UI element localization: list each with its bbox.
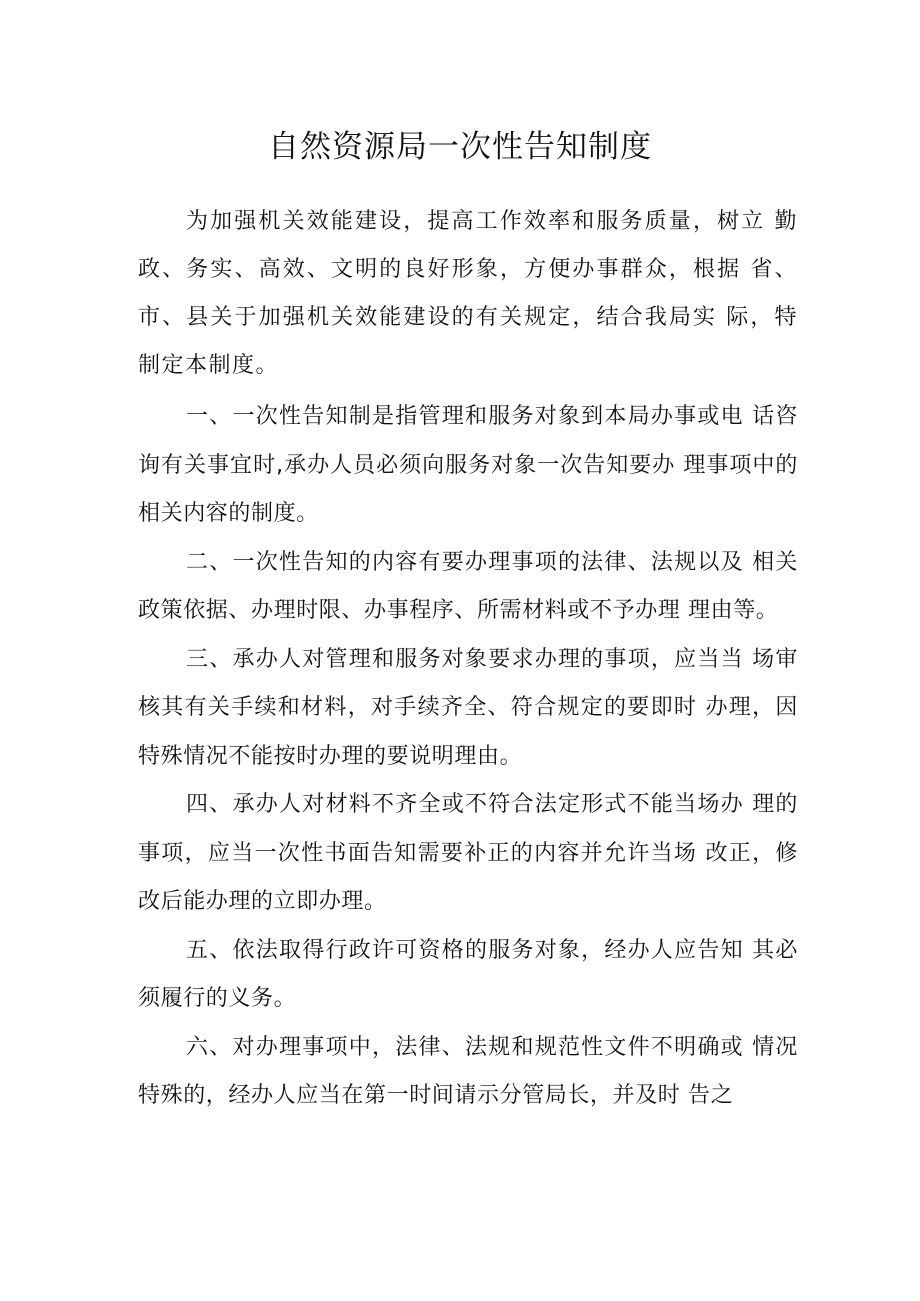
intro-paragraph: 为加强机关效能建设，提高工作效率和服务质量，树立 勤政、务实、高效、文明的良好形象，方便办事群众，根据 省、市、县关于加强机关效能建设的有关规定，结合我局实 际，特制定本制度。 [138, 209, 798, 378]
clause-2-paragraph: 二、一次性告知的内容有要办理事项的法律、法规以及 相关政策依据、办理时限、办事程序、所需材料或不予办理 理由等。 [138, 549, 798, 623]
clause-1-paragraph: 一、一次性告知制是指管理和服务对象到本局办事或电 话咨询有关事宜时,承办人员必须向服务对象一次告知要办 理事项中的相关内容的制度。 [138, 404, 798, 526]
clause-4-paragraph: 四、承办人对材料不齐全或不符合法定形式不能当场办 理的事项，应当一次性书面告知需要补正的内容并允许当场 改正，修改后能办理的立即办理。 [138, 792, 798, 914]
clause-5-paragraph: 五、依法取得行政许可资格的服务对象，经办人应告知 其必须履行的义务。 [138, 937, 798, 1011]
document-title: 自然资源局一次性告知制度 [268, 129, 652, 165]
clause-3-paragraph: 三、承办人对管理和服务对象要求办理的事项，应当当 场审核其有关手续和材料，对手续齐全、符合规定的要即时 办理，因特殊情况不能按时办理的要说明理由。 [138, 646, 798, 769]
document-body [138, 198, 798, 1121]
clause-6-paragraph: 六、对办理事项中，法律、法规和规范性文件不明确或 情况特殊的，经办人应当在第一时间请示分管局长，并及时 告之 [138, 1034, 798, 1108]
